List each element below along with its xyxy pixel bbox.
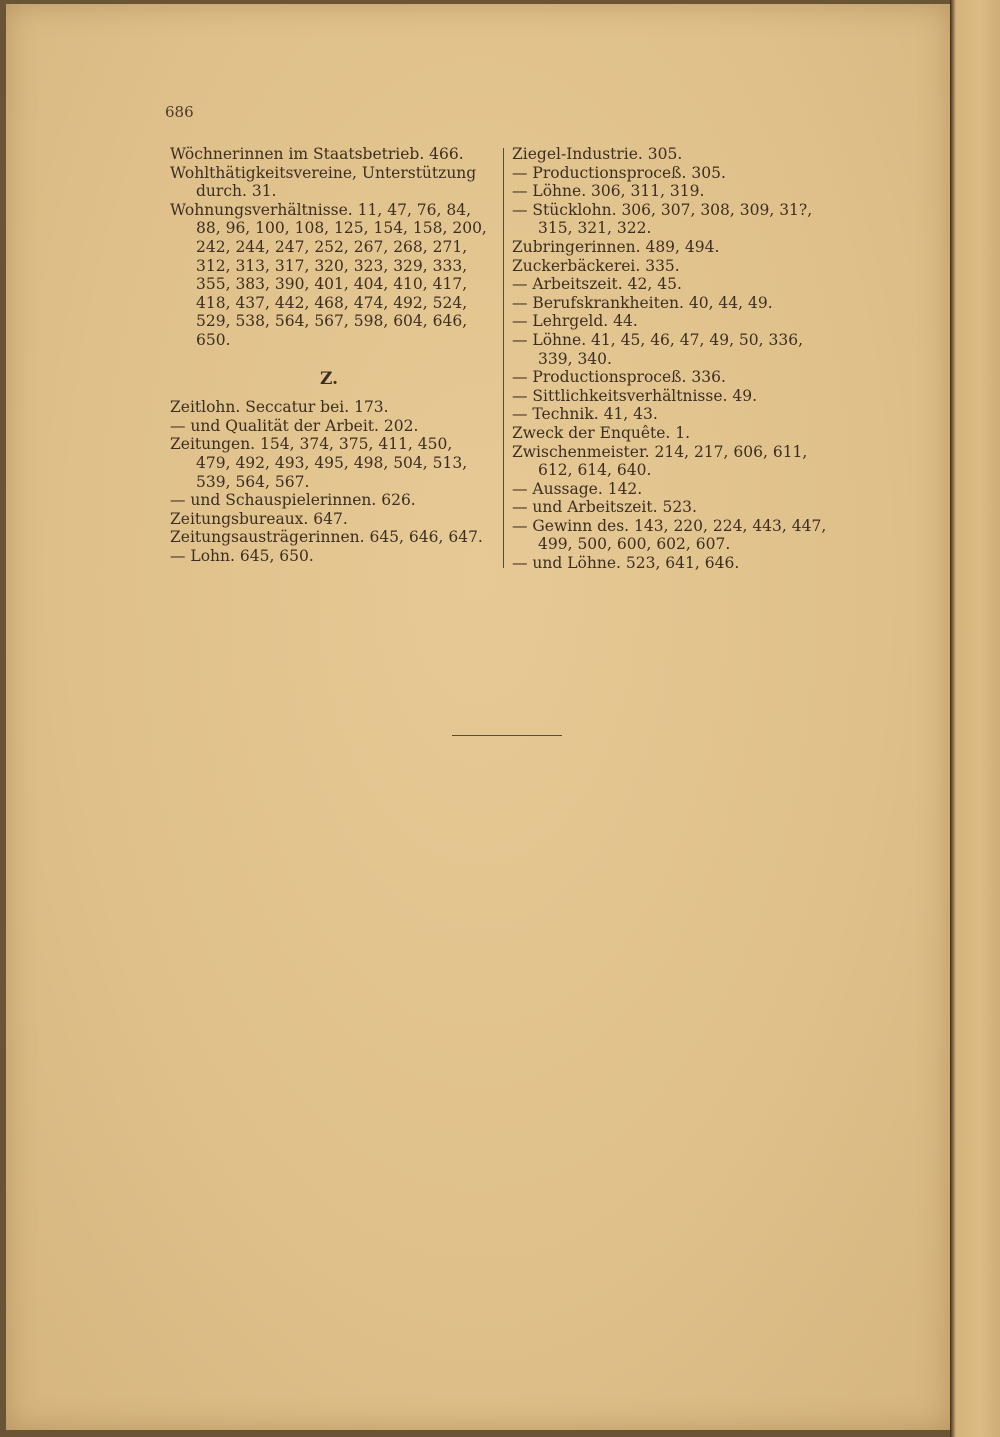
- end-rule: [452, 735, 562, 736]
- index-entry: — Productionsproceß. 336.: [512, 368, 726, 387]
- index-entry: Zweck der Enquête. 1.: [512, 423, 691, 442]
- index-entry: Zubringerinnen. 489, 494.: [512, 237, 720, 256]
- index-entry: — Aussage. 142.: [512, 479, 643, 498]
- book-edge: [950, 0, 1000, 1437]
- index-entry: — Lohn. 645, 650.: [170, 546, 314, 565]
- index-entry: Wohlthätigkeitsvereine, Unterstützung durch. 31.: [170, 163, 477, 201]
- index-entry: — und Arbeitszeit. 523.: [512, 498, 697, 517]
- index-column-left: [170, 145, 488, 565]
- index-entry: Zeitungen. 154, 374, 375, 411, 450, 479, 492, 493, 495, 498, 504, 513, 539, 564, 567.: [170, 435, 468, 491]
- index-entry: Ziegel-Industrie. 305.: [512, 145, 683, 163]
- index-entry: — Berufskrankheiten. 40, 44, 49.: [512, 293, 773, 312]
- index-column-right: [512, 145, 842, 573]
- index-entry: — Gewinn des. 143, 220, 224, 443, 447, 499, 500, 600, 602, 607.: [512, 516, 827, 554]
- page-number: 686: [165, 103, 194, 121]
- section-heading: Z.: [319, 368, 339, 389]
- index-entry: — Löhne. 41, 45, 46, 47, 49, 50, 336, 339, 340.: [512, 330, 804, 368]
- index-entry: — Stücklohn. 306, 307, 308, 309, 31?, 315, 321, 322.: [512, 200, 813, 238]
- index-entry: Zuckerbäckerei. 335.: [512, 256, 680, 275]
- index-entry: — Arbeitszeit. 42, 45.: [512, 275, 682, 294]
- index-entry: Wohnungsverhältnisse. 11, 47, 76, 84, 88, 96, 100, 108, 125, 154, 158, 200, 242, 244, 247, 252, 267, 268, 271, 312, 313, 317, 320, 323, 329, 333, 355, 383, 390, 401, 404, 410, 417, 418, 437, 442, 468, 474, 492, 524, 529, 538, 564, 567, 598, 604, 646, 650.: [170, 200, 487, 349]
- index-entry: — Lehrgeld. 44.: [512, 312, 638, 331]
- index-entry: — Sittlichkeitsverhältnisse. 49.: [512, 386, 758, 405]
- index-entry: — Productionsproceß. 305.: [512, 163, 726, 182]
- index-entry: Wöchnerinnen im Staatsbetrieb. 466.: [170, 145, 464, 163]
- index-entry: — Löhne. 306, 311, 319.: [512, 182, 705, 201]
- index-entry: — und Löhne. 523, 641, 646.: [512, 554, 740, 573]
- index-entry: — Technik. 41, 43.: [512, 405, 658, 424]
- index-entry: Zeitungsbureaux. 647.: [170, 509, 348, 528]
- index-entry: Zwischenmeister. 214, 217, 606, 611, 612, 614, 640.: [512, 442, 808, 480]
- index-entry: — und Schauspielerinnen. 626.: [170, 491, 416, 510]
- column-divider: [503, 148, 504, 568]
- index-entry: Zeitlohn. Seccatur bei. 173.: [170, 398, 389, 417]
- index-entry: — und Qualität der Arbeit. 202.: [170, 416, 419, 435]
- index-entry: Zeitungsausträgerinnen. 645, 646, 647.: [170, 528, 483, 547]
